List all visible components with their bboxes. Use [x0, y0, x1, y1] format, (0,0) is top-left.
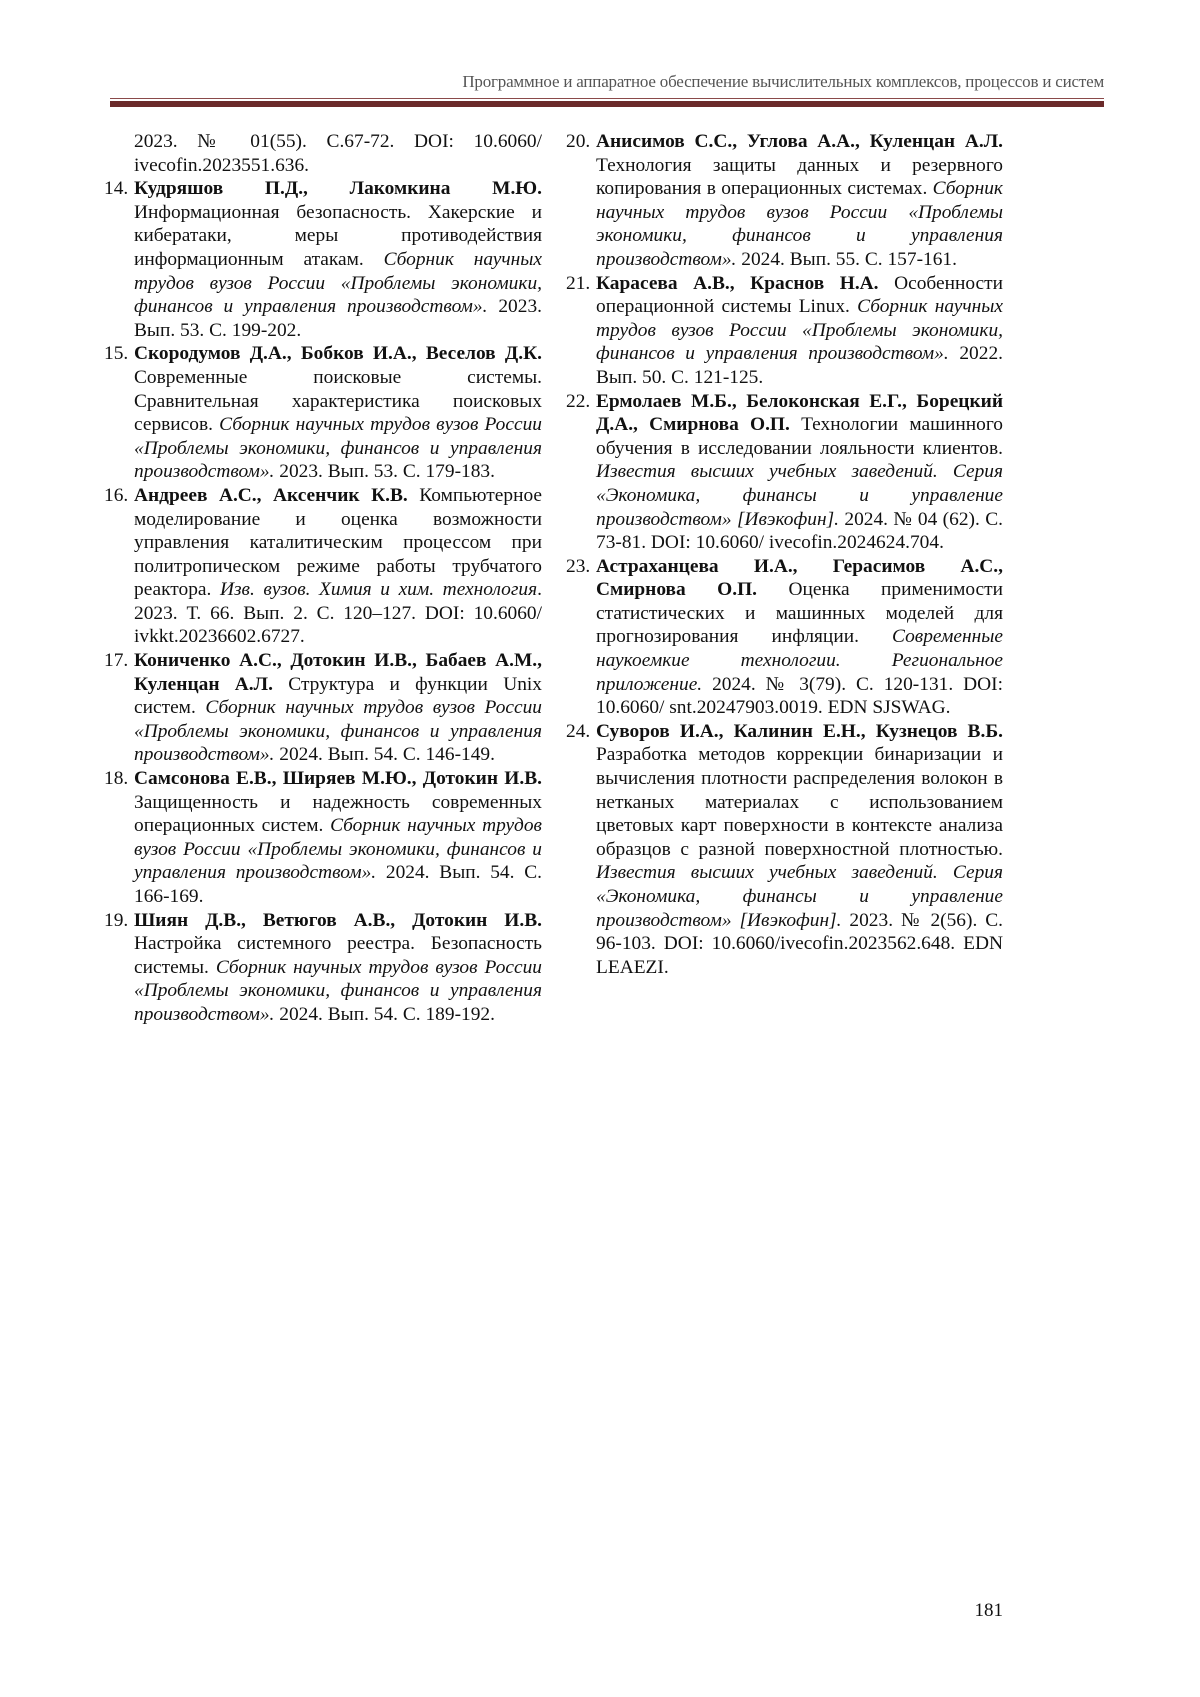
reference-continuation: 2023. № 01(55). С.67-72. DOI: 10.6060/ ivecofin.2023551.636.	[134, 131, 542, 176]
reference-source: Современные наукоемкие технологии. Региональное приложение.	[596, 626, 1003, 695]
reference-source: Сборник научных трудов вузов России «Проблемы экономики, финансов и управления производством».	[134, 697, 542, 766]
running-header: Программное и аппаратное обеспечение вычислительных комплексов, процессов и систем	[462, 72, 1104, 91]
reference-authors: Шиян Д.В., Ветюгов А.В., Дотокин И.В.	[134, 909, 542, 931]
reference-details: 2023. № 2(56). С. 96-103. DOI: 10.6060/ivecofin.2023562.648. EDN LEAEZI.	[596, 909, 1004, 978]
reference-details: 2022. Вып. 50. С. 121-125.	[596, 343, 1003, 388]
left-column	[104, 130, 542, 1027]
reference-number: 15.	[104, 343, 129, 365]
reference-number: 16.	[104, 484, 129, 506]
reference-authors: Анисимов С.С., Углова А.А., Куленцан А.Л.	[596, 131, 1003, 152]
right-reference-list	[566, 130, 1003, 979]
reference-number: 20.	[566, 131, 591, 152]
reference-details: 2024. № 3(79). С. 120-131. DOI: 10.6060/ snt.20247903.0019. EDN SJSWAG.	[596, 673, 1003, 719]
reference-number: 24.	[566, 720, 591, 742]
reference-number: 22.	[566, 390, 591, 412]
reference-title: Особенности операционной системы Linux.	[596, 272, 1003, 318]
reference-title: Технологии машинного обучения в исследовании лояльности клиентов.	[596, 414, 1003, 459]
reference-authors: Кудряшов П.Д., Лакомкина М.Ю.	[134, 178, 542, 200]
reference-body	[596, 272, 1003, 390]
page-number: 181	[974, 1600, 1003, 1621]
header-rule-thick	[110, 101, 1104, 107]
reference-title: Технология защиты данных и резервного копирования в операционных системах.	[596, 154, 1003, 200]
reference-title: Структура и функции Unix систем.	[134, 673, 542, 719]
reference-authors: Суворов И.А., Калинин Е.Н., Кузнецов В.Б.	[596, 720, 1003, 742]
right-column	[566, 130, 1003, 979]
reference-source: Известия высших учебных заведений. Серия «Экономика, финансы и управление производством» [Ивэкофин].	[596, 461, 1003, 530]
reference-authors: Самсонова Е.В., Ширяев М.Ю., Дотокин И.В.	[134, 768, 542, 790]
reference-number: 17.	[104, 650, 129, 672]
reference-source: Известия высших учебных заведений. Серия «Экономика, финансы и управление производством» [Ивэкофин].	[596, 862, 1003, 931]
reference-body	[596, 390, 1003, 555]
header-rule-thin	[110, 98, 1104, 99]
reference-item	[104, 909, 542, 1027]
reference-details: 2024. Вып. 54. С. 189-192.	[274, 1003, 495, 1025]
reference-body	[134, 342, 542, 484]
reference-item	[104, 484, 542, 649]
reference-number: 19.	[104, 909, 129, 931]
reference-details: 2024. Вып. 55. С. 157-161.	[736, 248, 957, 270]
reference-number: 18.	[104, 768, 129, 790]
reference-source: Сборник научных трудов вузов России «Проблемы экономики, финансов и управления производством».	[134, 248, 542, 318]
reference-details: 2024. Вып. 54. С. 146-149.	[274, 744, 495, 766]
reference-number: 21.	[566, 272, 591, 294]
reference-source: Сборник научных трудов вузов России «Проблемы экономики, финансов и управления производством».	[134, 815, 542, 884]
reference-source: Сборник научных трудов вузов России «Проблемы экономики, финансов и управления производством».	[134, 956, 542, 1025]
reference-details: 2023. Вып. 53. С. 179-183.	[274, 461, 495, 483]
reference-source: Сборник научных трудов вузов России «Проблемы экономики, финансов и управления производством».	[134, 414, 542, 483]
reference-body	[134, 767, 542, 909]
reference-body	[134, 177, 542, 342]
reference-title: Настройка системного реестра. Безопасность системы.	[134, 933, 542, 978]
reference-title: Оценка применимости статистических и машинных моделей для прогнозирования инфляции.	[596, 579, 1003, 648]
reference-authors: Карасева А.В., Краснов Н.А.	[596, 272, 879, 294]
reference-details: . 2023. Т. 66. Вып. 2. С. 120–127. DOI: 10.6060/ ivkkt.20236602.6727.	[134, 579, 542, 648]
reference-item	[566, 272, 1003, 390]
reference-authors: Скородумов Д.А., Бобков И.А., Веселов Д.К.	[134, 343, 542, 365]
reference-details: 2023. Вып. 53. С. 199-202.	[134, 296, 542, 341]
reference-body	[596, 720, 1003, 980]
left-reference-list	[104, 177, 542, 1026]
reference-details: 2024. № 04 (62). С. 73-81. DOI: 10.6060/ ivecofin.2024624.704.	[596, 508, 1003, 554]
reference-item	[104, 177, 542, 342]
reference-body	[596, 555, 1003, 720]
reference-source: Изв. вузов. Химия и хим. технология	[219, 579, 538, 601]
reference-number: 23.	[566, 555, 591, 577]
reference-item	[104, 649, 542, 767]
reference-body	[596, 130, 1003, 272]
reference-body	[134, 649, 542, 767]
reference-title: Информационная безопасность. Хакерские и кибератаки, меры противодействия информационным атакам.	[134, 201, 542, 270]
reference-item	[566, 130, 1003, 272]
reference-source: Сборник научных трудов вузов России «Проблемы экономики, финансов и управления производством».	[596, 296, 1003, 365]
reference-number: 14.	[104, 178, 129, 200]
reference-authors: Астраханцева И.А., Герасимов А.С., Смирнова О.П.	[596, 555, 1003, 601]
reference-title: Защищенность и надежность современных операционных систем.	[134, 791, 542, 837]
reference-body	[134, 909, 542, 1027]
reference-details: 2024. Вып. 54. С. 166-169.	[134, 862, 542, 907]
reference-authors: Ермолаев М.Б., Белоконская Е.Г., Борецкий Д.А., Смирнова О.П.	[596, 390, 1003, 436]
reference-item	[104, 342, 542, 484]
reference-authors: Андреев А.С., Аксенчик К.В.	[134, 484, 408, 506]
reference-item	[566, 390, 1003, 555]
reference-title: Современные поисковые системы. Сравнительная характеристика поисковых сервисов.	[134, 366, 542, 436]
reference-item	[566, 720, 1003, 980]
reference-source: Сборник научных трудов вузов России «Проблемы экономики, финансов и управления производством».	[596, 178, 1003, 270]
reference-authors: Кониченко А.С., Дотокин И.В., Бабаев А.М., Куленцан А.Л.	[134, 650, 542, 695]
reference-title: Компьютерное моделирование и оценка возможности управления каталитическим процессом при политропическом режиме работы трубчатого реактора.	[134, 484, 542, 601]
reference-item	[566, 555, 1003, 720]
reference-title: Разработка методов коррекции бинаризации и вычисления плотности распределения волокон в нетканых материалах с использованием цветовых карт поверхности в контексте анализа образцов с разной поверхностной плотностью.	[596, 744, 1003, 860]
reference-body	[134, 484, 542, 649]
reference-item	[104, 767, 542, 909]
